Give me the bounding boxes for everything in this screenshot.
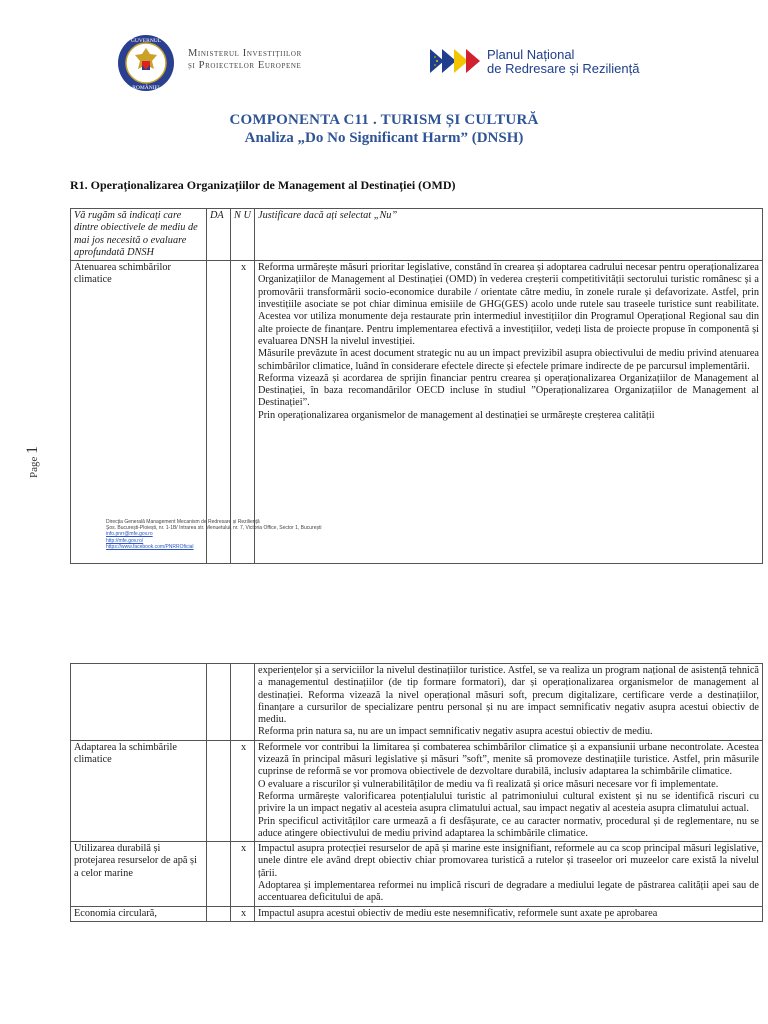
page-number: 1 — [24, 445, 41, 454]
footer-site-link[interactable]: http://mfe.gov.ro/ — [106, 537, 144, 544]
justification-paragraph: Prin specificul activităților care urmează a fi desfășurate, ce au caracter normativ, procedural și de reglementare, nu se aduce atingere obiectivului de mediu privind adaptarea la schimbările climatice. — [258, 815, 759, 839]
da-cell — [207, 842, 231, 906]
objective-cell: Atenuarea schimbărilor climatice — [71, 261, 207, 564]
ministry-line-1: Ministerul Investițiilor — [188, 48, 302, 59]
justification-paragraph: Reforma urmărește valorificarea potențialului turistic al patrimoniului cultural existent și nu se identifică riscuri cu privire la un impact negativ al acesteia asupra climatului actual, sau impact negativ al acesteia asupra climatului actual. — [258, 790, 759, 815]
header-justification-cell: Justificare dacă ați selectat „Nu” — [255, 209, 763, 261]
justification-paragraph: Reforma prin natura sa, nu are un impact semnificativ negativ asupra acestui obiectiv de mediu. — [258, 726, 653, 738]
da-cell — [207, 664, 231, 741]
justification-cell — [255, 906, 763, 921]
nu-cell: x — [231, 842, 255, 906]
justification-paragraph: Reformele vor contribui la limitarea și combaterea schimbărilor climatice și a expansiunii urbane necontrolate. Acestea vizează în principal măsuri legislative și măsuri ”soft”, menite să promoveze destinațiile turistice. Astfel, prin măsurile cuprinse de reformă se vor promova obiectivele de dezvoltare durabilă, inclusiv adaptarea la schimbările climatice. — [258, 741, 759, 778]
table-row — [71, 842, 763, 906]
seal-bottom-text: ROMÂNIEI — [132, 85, 160, 91]
justification-paragraph: Reforma urmărește măsuri prioritar legislative, constând în crearea și adoptarea cadrului necesar pentru operaționalizarea Organizațiilor de Management al Destinației (OMD) în vederea creșterii competitivității sectorului turistic românesc și a promovării transformării socio-economice durabile / orientate către mediu, în zonele rurale și defavorizate. Astfel, prin investițiile asociate se pot chiar diminua emisiile de GHG(GES) acolo unde rutele sau traseele turistice sunt reabilitate. Acestea vor utiliza monumente deja restaurate prin intermediul investițiilor din Programul Operațional Regional sau din alte proiecte de finanțare. Pentru implementarea efectivă a investițiilor, vedeți lista de proiecte propuse în componentă și evaluarea DNSH la nivelul investiției. — [258, 262, 759, 347]
pnrr-title — [487, 48, 639, 76]
footer-facebook-link[interactable]: https://www.facebook.com/PNRROficial — [106, 543, 194, 550]
government-seal-icon — [117, 34, 175, 92]
ministry-line-2: și Proiectelor Europene — [188, 60, 302, 71]
dnsh-table-page-1 — [70, 208, 763, 564]
section-heading: R1. Operaționalizarea Organizațiilor de Management al Destinației (OMD) — [70, 178, 456, 192]
table-row — [71, 664, 763, 741]
nu-cell: x — [231, 740, 255, 841]
justification-cell — [255, 842, 763, 906]
justification-paragraph: Măsurile prevăzute în acest document strategic nu au un impact previzibil asupra obiectivului de mediu privind atenuarea schimbărilor climatice, luând în considerare efectele directe și efectele primare indirecte de pe parcursul implementării. — [258, 348, 759, 372]
justification-paragraph: Adoptarea și implementarea reformei nu implică riscuri de degradare a mediului legate de păstrarea calității apei sau de accentuarea deficitului de apă. — [258, 880, 759, 904]
table-row — [71, 740, 763, 841]
nu-cell: x — [231, 261, 255, 564]
footer-email-link[interactable]: info.pnrr@mfe.gov.ro — [106, 531, 153, 538]
page-footer — [106, 519, 321, 550]
footer-line-1: Direcția Generală Management Mecanism de Redresare și Reziliență — [106, 519, 260, 525]
justification-cell — [255, 261, 763, 564]
objective-cell: Economia circulară, — [71, 906, 207, 921]
header-nu-cell: N U — [231, 209, 255, 261]
justification-cell — [255, 664, 763, 741]
objective-cell — [71, 664, 207, 741]
page-word: Page — [28, 456, 40, 478]
pnrr-line-1: Planul Național — [487, 47, 575, 62]
dnsh-table-page-2 — [70, 663, 763, 922]
header-question-cell: Vă rugăm să indicați care dintre obiectivele de mediu de mai jos necesită o evaluare aprofundată DNSH — [71, 209, 207, 261]
footer-line-2: Șos. București-Ploiești, nr. 1-1B/ Intrarea str. Menuetului, nr. 7, Victoria Office, Sector 1, București — [106, 525, 322, 532]
pnrr-logo-icon — [430, 47, 484, 75]
table-row — [71, 906, 763, 921]
table-header-row — [71, 209, 763, 261]
justification-paragraph: experiențelor și a serviciilor la nivelul destinațiilor turistice. Astfel, se va realiza un program național de asistență tehnică a managementul destinațiilor (de tip formare formatori), dar și operaționalizarea organismelor de management al destinației. Reforma vizează la nivel operațional măsuri soft, precum digitalizare, certificare verde a destinațiilor, finanțare a cursurilor de specializare pentru personal și nu are impact semnificativ negativ asupra acestui obiectiv de mediu. — [258, 665, 759, 726]
objective-cell: Adaptarea la schimbările climatice — [71, 740, 207, 841]
ministry-name — [188, 48, 302, 72]
da-cell — [207, 906, 231, 921]
page-gap — [0, 590, 768, 662]
justification-paragraph: Impactul asupra acestui obiectiv de mediu este nesemnificativ, reformele sunt axate pe aprobarea — [258, 907, 658, 919]
nu-cell: x — [231, 906, 255, 921]
pnrr-line-2: de Redresare și Reziliență — [487, 61, 640, 76]
da-cell — [207, 740, 231, 841]
objective-cell: Utilizarea durabilă și protejarea resurselor de apă și a celor marine — [71, 842, 207, 906]
component-title: COMPONENTA C11 . TURISM ȘI CULTURĂ — [229, 112, 539, 128]
justification-paragraph: Impactul asupra protecției resurselor de apă și marine este insignifiant, reformele au ca scop principal măsuri legislative, unele dintre ele având drept obiectiv chiar promovarea turistică a rutelor și traseelor ori muzeelor care există la nivelul țării. — [258, 843, 759, 879]
justification-paragraph: Prin operaționalizarea organismelor de management al destinației se urmărește creșterea calității — [258, 409, 655, 421]
document-page-2 — [0, 662, 768, 1024]
justification-cell — [255, 740, 763, 841]
seal-top-text: GUVERNUL — [130, 38, 162, 44]
nu-cell — [231, 664, 255, 741]
header-da-cell: DA — [207, 209, 231, 261]
justification-paragraph: O evaluare a riscurilor și vulnerabilităților de mediu va fi realizată și orice măsuri necesare vor fi implementate. — [258, 778, 719, 790]
page-number-label — [24, 446, 42, 478]
analysis-title: Analiza „Do No Significant Harm” (DNSH) — [244, 130, 524, 146]
justification-paragraph: Reforma vizează și acordarea de sprijin financiar pentru crearea și operaționalizarea Organizațiilor de Management al Destinației, în baza recomandărilor OECD incluse în studiul ”Operaționalizarea Organizațiilor de Management al Destinației”. — [258, 372, 759, 409]
